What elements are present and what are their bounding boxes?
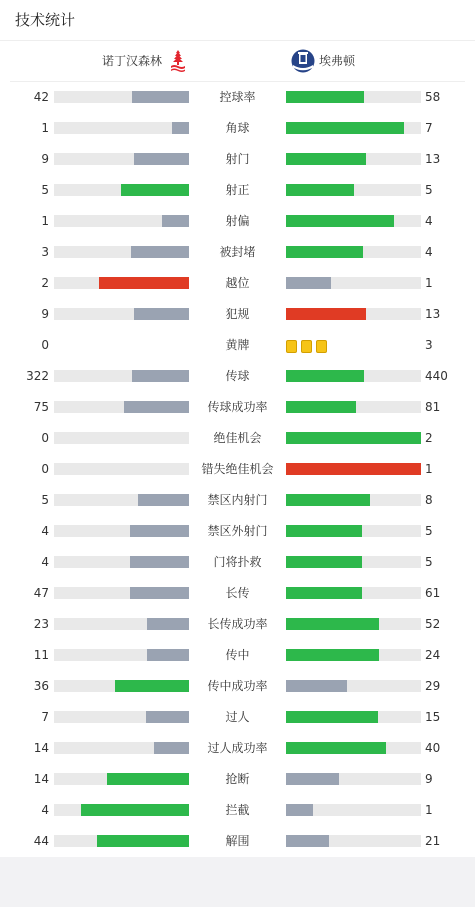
stat-label: 门将扑救 [213, 555, 262, 569]
home-value: 4 [41, 524, 49, 538]
home-bar-fill [130, 525, 189, 537]
stat-row [0, 205, 475, 236]
away-value: 7 [425, 121, 433, 135]
stat-label: 传球 [225, 369, 250, 383]
stat-label: 绝佳机会 [213, 431, 262, 445]
stat-label: 犯规 [225, 307, 250, 321]
home-bar-fill [154, 742, 189, 754]
away-team-name: 埃弗顿 [319, 54, 356, 68]
stat-label: 传中 [225, 648, 250, 662]
stat-label: 过人 [225, 710, 250, 724]
home-bar-fill [132, 91, 189, 103]
home-bar-fill [138, 494, 189, 506]
away-value: 8 [425, 493, 433, 507]
home-bar-track [54, 556, 189, 568]
away-bar-fill [286, 649, 379, 661]
home-bar-track [54, 804, 189, 816]
stat-label: 角球 [225, 121, 250, 135]
away-bar-fill [286, 215, 394, 227]
away-value: 9 [425, 772, 433, 786]
stat-row [0, 174, 475, 205]
stat-label: 错失绝佳机会 [201, 462, 274, 476]
away-value: 5 [425, 183, 433, 197]
away-value: 24 [425, 648, 441, 662]
home-bar-fill [124, 401, 189, 413]
away-bar-fill [286, 401, 356, 413]
away-bar-track [286, 184, 421, 196]
stat-row [0, 577, 475, 608]
stat-label: 过人成功率 [207, 741, 268, 755]
home-bar-fill [130, 556, 189, 568]
stat-label: 长传 [225, 586, 250, 600]
away-yellow-cards [286, 338, 331, 352]
away-bar-fill [286, 91, 364, 103]
home-bar-fill [131, 246, 189, 258]
away-bar-track [286, 804, 421, 816]
away-bar-fill [286, 246, 363, 258]
home-bar-track [54, 215, 189, 227]
home-value: 5 [41, 183, 49, 197]
yellow-card-icon [316, 340, 327, 353]
away-value: 13 [425, 152, 441, 166]
home-value: 5 [41, 493, 49, 507]
home-value: 23 [33, 617, 49, 631]
away-value: 2 [425, 431, 433, 445]
stat-row [0, 391, 475, 422]
away-bar-fill [286, 277, 331, 289]
home-bar-track [54, 494, 189, 506]
nottingham-forest-crest-icon [170, 49, 186, 73]
stat-label: 传球成功率 [207, 400, 268, 414]
home-value: 1 [41, 121, 49, 135]
stat-label: 拦截 [225, 803, 250, 817]
away-bar-fill [286, 184, 354, 196]
home-value: 7 [41, 710, 49, 724]
stat-label: 传中成功率 [207, 679, 268, 693]
stat-row [0, 236, 475, 267]
away-bar-track [286, 432, 421, 444]
home-bar-track [54, 711, 189, 723]
home-bar-track [54, 742, 189, 754]
stat-row [0, 825, 475, 856]
home-bar-fill [107, 773, 189, 785]
stat-row [0, 639, 475, 670]
away-value: 440 [425, 369, 448, 383]
home-value: 9 [41, 307, 49, 321]
away-value: 1 [425, 803, 433, 817]
home-bar-fill [162, 215, 189, 227]
away-bar-track [286, 618, 421, 630]
home-bar-fill [115, 680, 189, 692]
home-bar-fill [97, 835, 189, 847]
home-value: 75 [33, 400, 49, 414]
home-bar-track [54, 184, 189, 196]
away-bar-fill [286, 494, 370, 506]
everton-crest-icon [291, 49, 315, 73]
home-value: 4 [41, 555, 49, 569]
home-bar-track [54, 649, 189, 661]
away-value: 4 [425, 245, 433, 259]
stat-label: 黄牌 [225, 338, 250, 352]
home-value: 36 [33, 679, 49, 693]
home-value: 3 [41, 245, 49, 259]
away-value: 61 [425, 586, 441, 600]
home-bar-track [54, 370, 189, 382]
home-value: 14 [33, 741, 49, 755]
stat-label: 控球率 [219, 90, 256, 104]
home-team-name: 诺丁汉森林 [101, 54, 162, 68]
home-value: 42 [33, 90, 49, 104]
stat-label: 长传成功率 [207, 617, 268, 631]
home-bar-track [54, 773, 189, 785]
home-value: 47 [33, 586, 49, 600]
home-bar-track [54, 463, 189, 475]
away-value: 21 [425, 834, 441, 848]
yellow-card-icon [301, 340, 312, 353]
home-bar-track [54, 122, 189, 134]
home-bar-track [54, 587, 189, 599]
away-value: 81 [425, 400, 441, 414]
away-bar-fill [286, 525, 362, 537]
away-bar-track [286, 308, 421, 320]
home-bar-track [54, 432, 189, 444]
away-bar-track [286, 587, 421, 599]
away-bar-track [286, 494, 421, 506]
home-bar-track [54, 525, 189, 537]
stat-row [0, 515, 475, 546]
home-bar-fill [130, 587, 189, 599]
away-value: 13 [425, 307, 441, 321]
stats-list [0, 81, 475, 856]
away-value: 1 [425, 276, 433, 290]
stat-row [0, 484, 475, 515]
away-bar-fill [286, 618, 379, 630]
away-bar-track [286, 835, 421, 847]
home-bar-track [54, 401, 189, 413]
home-value: 1 [41, 214, 49, 228]
stat-row [0, 763, 475, 794]
home-bar-fill [134, 308, 189, 320]
home-value: 2 [41, 276, 49, 290]
home-bar-fill [147, 649, 189, 661]
home-value: 0 [41, 338, 49, 352]
away-bar-fill [286, 835, 329, 847]
home-value: 9 [41, 152, 49, 166]
away-bar-fill [286, 463, 421, 475]
away-bar-track [286, 122, 421, 134]
away-bar-track [286, 91, 421, 103]
home-bar-fill [134, 153, 189, 165]
away-bar-track [286, 680, 421, 692]
away-bar-track [286, 215, 421, 227]
away-bar-track [286, 153, 421, 165]
stat-row [0, 267, 475, 298]
home-value: 44 [33, 834, 49, 848]
away-value: 40 [425, 741, 441, 755]
stat-label: 禁区外射门 [207, 524, 268, 538]
away-bar-track [286, 711, 421, 723]
home-value: 4 [41, 803, 49, 817]
stat-row [0, 794, 475, 825]
away-bar-track [286, 525, 421, 537]
stat-row [0, 143, 475, 174]
stat-row [0, 81, 475, 112]
home-bar-track [54, 91, 189, 103]
away-bar-fill [286, 308, 366, 320]
home-bar-track [54, 308, 189, 320]
stat-row [0, 298, 475, 329]
home-bar-fill [146, 711, 189, 723]
away-bar-fill [286, 153, 366, 165]
stat-label: 射偏 [225, 214, 250, 228]
away-bar-track [286, 742, 421, 754]
yellow-card-icon [286, 340, 297, 353]
away-value: 5 [425, 555, 433, 569]
away-value: 52 [425, 617, 441, 631]
home-bar-track [54, 618, 189, 630]
page-title: 技术统计 [15, 11, 76, 29]
stat-row [0, 701, 475, 732]
home-bar-track [54, 277, 189, 289]
stat-row [0, 329, 475, 360]
away-value: 29 [425, 679, 441, 693]
stat-label: 被封堵 [219, 245, 256, 259]
away-value: 1 [425, 462, 433, 476]
away-bar-fill [286, 773, 339, 785]
home-bar-fill [147, 618, 189, 630]
stat-label: 射正 [225, 183, 250, 197]
stat-row [0, 112, 475, 143]
home-bar-fill [81, 804, 189, 816]
away-value: 3 [425, 338, 433, 352]
stat-label: 越位 [225, 276, 250, 290]
home-bar-fill [172, 122, 189, 134]
home-value: 14 [33, 772, 49, 786]
away-bar-track [286, 277, 421, 289]
home-bar-track [54, 835, 189, 847]
home-bar-track [54, 680, 189, 692]
away-bar-fill [286, 742, 386, 754]
stat-row [0, 732, 475, 763]
home-bar-fill [132, 370, 189, 382]
away-bar-track [286, 773, 421, 785]
stat-row [0, 360, 475, 391]
away-bar-fill [286, 587, 362, 599]
home-bar-fill [99, 277, 189, 289]
home-value: 322 [26, 369, 49, 383]
stat-row [0, 422, 475, 453]
away-value: 4 [425, 214, 433, 228]
home-value: 11 [33, 648, 49, 662]
away-bar-track [286, 370, 421, 382]
stat-row [0, 670, 475, 701]
away-bar-track [286, 401, 421, 413]
home-value: 0 [41, 462, 49, 476]
stat-label: 禁区内射门 [207, 493, 268, 507]
away-bar-fill [286, 711, 378, 723]
away-bar-track [286, 556, 421, 568]
home-bar-track [54, 153, 189, 165]
away-value: 5 [425, 524, 433, 538]
away-bar-fill [286, 370, 364, 382]
home-bar-fill [121, 184, 189, 196]
stat-row [0, 546, 475, 577]
stat-label: 射门 [225, 152, 250, 166]
away-bar-track [286, 463, 421, 475]
away-bar-track [286, 649, 421, 661]
away-bar-fill [286, 680, 347, 692]
stat-label: 解围 [225, 834, 250, 848]
away-value: 15 [425, 710, 441, 724]
home-bar-track [54, 246, 189, 258]
away-bar-fill [286, 556, 362, 568]
team-header [0, 41, 475, 81]
away-bar-fill [286, 122, 404, 134]
stat-row [0, 453, 475, 484]
away-value: 58 [425, 90, 441, 104]
away-bar-fill [286, 432, 421, 444]
stat-label: 抢断 [225, 772, 250, 786]
home-value: 0 [41, 431, 49, 445]
stat-row [0, 608, 475, 639]
away-bar-fill [286, 804, 313, 816]
away-bar-track [286, 246, 421, 258]
